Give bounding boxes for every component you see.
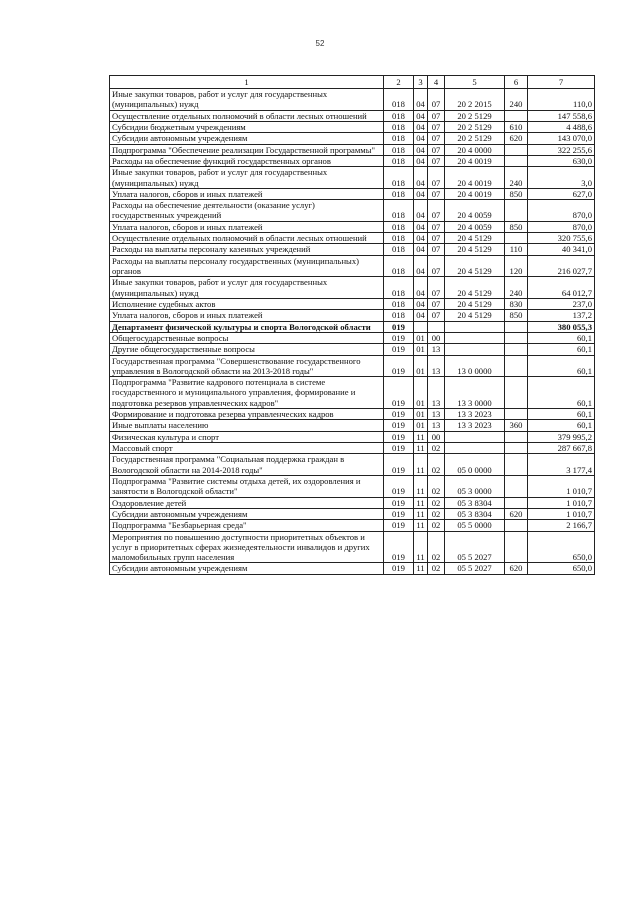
row-total: 870,0 bbox=[528, 200, 595, 222]
row-article: 20 4 0019 bbox=[445, 167, 505, 189]
table-row bbox=[110, 110, 595, 121]
row-article: 05 3 0000 bbox=[445, 475, 505, 497]
row-expense-type: 120 bbox=[505, 255, 528, 277]
row-expense-type: 620 bbox=[505, 508, 528, 519]
row-section: 04 bbox=[414, 244, 428, 255]
table-row bbox=[110, 520, 595, 531]
row-section: 04 bbox=[414, 255, 428, 277]
row-code: 019 bbox=[384, 409, 414, 420]
row-total: 630,0 bbox=[528, 155, 595, 166]
row-name: Иные закупки товаров, работ и услуг для государственных (муниципальных) нужд bbox=[110, 277, 384, 299]
row-name: Департамент физической культуры и спорта Вологодской области bbox=[110, 321, 384, 332]
row-total: 143 070,0 bbox=[528, 133, 595, 144]
row-total: 4 488,6 bbox=[528, 121, 595, 132]
table-row bbox=[110, 508, 595, 519]
table-row bbox=[110, 475, 595, 497]
row-total: 1 010,7 bbox=[528, 475, 595, 497]
row-total: 322 255,6 bbox=[528, 144, 595, 155]
row-subsection: 07 bbox=[428, 221, 445, 232]
row-total: 1 010,7 bbox=[528, 497, 595, 508]
row-subsection: 07 bbox=[428, 310, 445, 321]
row-article bbox=[445, 332, 505, 343]
table-row bbox=[110, 420, 595, 431]
header-col-6: 6 bbox=[505, 76, 528, 89]
row-article: 05 3 8304 bbox=[445, 497, 505, 508]
header-col-1: 1 bbox=[110, 76, 384, 89]
row-section: 04 bbox=[414, 298, 428, 309]
row-name: Общегосударственные вопросы bbox=[110, 332, 384, 343]
row-total: 60,1 bbox=[528, 409, 595, 420]
row-subsection: 13 bbox=[428, 409, 445, 420]
row-section: 01 bbox=[414, 344, 428, 355]
row-name: Формирование и подготовка резерва управленческих кадров bbox=[110, 409, 384, 420]
row-name: Расходы на обеспечение деятельности (оказание услуг) государственных учреждений bbox=[110, 200, 384, 222]
row-article bbox=[445, 321, 505, 332]
row-expense-type bbox=[505, 520, 528, 531]
row-subsection: 07 bbox=[428, 89, 445, 111]
row-subsection: 02 bbox=[428, 531, 445, 563]
row-name: Мероприятия по повышению доступности приоритетных объектов и услуг в приоритетных сферах жизнедеятельности инвалидов и других маломобильных групп населения bbox=[110, 531, 384, 563]
row-total: 60,1 bbox=[528, 344, 595, 355]
row-expense-type bbox=[505, 431, 528, 442]
budget-table-body bbox=[110, 76, 595, 575]
row-expense-type bbox=[505, 155, 528, 166]
row-section: 11 bbox=[414, 531, 428, 563]
row-section: 01 bbox=[414, 420, 428, 431]
row-expense-type bbox=[505, 377, 528, 409]
row-code: 019 bbox=[384, 497, 414, 508]
row-name: Уплата налогов, сборов и иных платежей bbox=[110, 310, 384, 321]
row-subsection: 13 bbox=[428, 377, 445, 409]
row-section: 04 bbox=[414, 121, 428, 132]
row-article: 05 0 0000 bbox=[445, 454, 505, 476]
table-row bbox=[110, 431, 595, 442]
row-code: 019 bbox=[384, 520, 414, 531]
row-name: Исполнение судебных актов bbox=[110, 298, 384, 309]
row-article: 20 4 5129 bbox=[445, 233, 505, 244]
row-name: Расходы на выплаты персоналу государственных (муниципальных) органов bbox=[110, 255, 384, 277]
row-name: Подпрограмма "Развитие кадрового потенциала в системе государственного и муниципального управления, формирование и подготовка резервов управленческих кадров" bbox=[110, 377, 384, 409]
row-name: Государственная программа "Социальная поддержка граждан в Вологодской области на 2014-2018 годы" bbox=[110, 454, 384, 476]
row-section: 04 bbox=[414, 188, 428, 199]
table-row bbox=[110, 144, 595, 155]
row-subsection: 00 bbox=[428, 431, 445, 442]
table-row bbox=[110, 443, 595, 454]
row-section: 01 bbox=[414, 355, 428, 377]
row-expense-type: 240 bbox=[505, 89, 528, 111]
row-total: 627,0 bbox=[528, 188, 595, 199]
row-total: 650,0 bbox=[528, 531, 595, 563]
row-expense-type bbox=[505, 531, 528, 563]
row-subsection: 07 bbox=[428, 110, 445, 121]
row-total: 40 341,0 bbox=[528, 244, 595, 255]
row-section: 11 bbox=[414, 508, 428, 519]
row-name: Расходы на обеспечение функций государственных органов bbox=[110, 155, 384, 166]
row-name: Другие общегосударственные вопросы bbox=[110, 344, 384, 355]
row-name: Государственная программа "Совершенствование государственного управления в Вологодской области на 2013-2018 годы" bbox=[110, 355, 384, 377]
row-subsection: 02 bbox=[428, 497, 445, 508]
table-row bbox=[110, 344, 595, 355]
row-article: 20 4 5129 bbox=[445, 277, 505, 299]
table-row bbox=[110, 355, 595, 377]
row-article: 20 4 0019 bbox=[445, 188, 505, 199]
row-article: 13 3 0000 bbox=[445, 377, 505, 409]
row-name: Массовый спорт bbox=[110, 443, 384, 454]
row-expense-type: 620 bbox=[505, 133, 528, 144]
row-code: 019 bbox=[384, 420, 414, 431]
row-section: 11 bbox=[414, 443, 428, 454]
row-expense-type: 360 bbox=[505, 420, 528, 431]
row-name: Осуществление отдельных полномочий в области лесных отношений bbox=[110, 233, 384, 244]
row-subsection: 07 bbox=[428, 244, 445, 255]
row-code: 018 bbox=[384, 221, 414, 232]
table-row bbox=[110, 497, 595, 508]
row-article: 20 4 0000 bbox=[445, 144, 505, 155]
row-section: 04 bbox=[414, 277, 428, 299]
row-expense-type: 850 bbox=[505, 221, 528, 232]
row-name: Подпрограмма "Обеспечение реализации Государственной программы" bbox=[110, 144, 384, 155]
row-total: 60,1 bbox=[528, 377, 595, 409]
row-subsection: 07 bbox=[428, 121, 445, 132]
row-name: Иные закупки товаров, работ и услуг для государственных (муниципальных) нужд bbox=[110, 167, 384, 189]
row-section: 11 bbox=[414, 475, 428, 497]
row-code: 018 bbox=[384, 233, 414, 244]
row-subsection: 13 bbox=[428, 355, 445, 377]
row-total: 3 177,4 bbox=[528, 454, 595, 476]
row-article bbox=[445, 443, 505, 454]
table-row bbox=[110, 332, 595, 343]
row-article bbox=[445, 431, 505, 442]
row-name: Осуществление отдельных полномочий в области лесных отношений bbox=[110, 110, 384, 121]
row-total: 2 166,7 bbox=[528, 520, 595, 531]
table-row bbox=[110, 454, 595, 476]
row-code: 019 bbox=[384, 431, 414, 442]
row-article: 13 0 0000 bbox=[445, 355, 505, 377]
row-total: 60,1 bbox=[528, 332, 595, 343]
row-total: 3,0 bbox=[528, 167, 595, 189]
row-article: 20 2 5129 bbox=[445, 133, 505, 144]
header-col-7: 7 bbox=[528, 76, 595, 89]
page-number: 52 bbox=[315, 39, 325, 48]
row-code: 018 bbox=[384, 110, 414, 121]
row-code: 018 bbox=[384, 200, 414, 222]
row-subsection: 02 bbox=[428, 563, 445, 574]
row-article: 13 3 2023 bbox=[445, 409, 505, 420]
row-code: 019 bbox=[384, 332, 414, 343]
table-row bbox=[110, 233, 595, 244]
row-name: Субсидии автономным учреждениям bbox=[110, 508, 384, 519]
row-subsection: 07 bbox=[428, 133, 445, 144]
row-subsection: 02 bbox=[428, 475, 445, 497]
row-expense-type bbox=[505, 200, 528, 222]
row-section: 04 bbox=[414, 133, 428, 144]
table-row bbox=[110, 188, 595, 199]
table-row bbox=[110, 255, 595, 277]
row-section: 04 bbox=[414, 110, 428, 121]
row-section: 01 bbox=[414, 409, 428, 420]
row-section: 04 bbox=[414, 167, 428, 189]
row-name: Подпрограмма "Безбарьерная среда" bbox=[110, 520, 384, 531]
row-code: 018 bbox=[384, 188, 414, 199]
table-row bbox=[110, 89, 595, 111]
row-expense-type bbox=[505, 497, 528, 508]
row-article: 05 3 8304 bbox=[445, 508, 505, 519]
row-code: 018 bbox=[384, 310, 414, 321]
header-col-3: 3 bbox=[414, 76, 428, 89]
row-section: 04 bbox=[414, 233, 428, 244]
row-total: 110,0 bbox=[528, 89, 595, 111]
row-expense-type: 240 bbox=[505, 167, 528, 189]
header-col-2: 2 bbox=[384, 76, 414, 89]
row-section bbox=[414, 321, 428, 332]
row-article: 05 5 0000 bbox=[445, 520, 505, 531]
table-row bbox=[110, 531, 595, 563]
table-row bbox=[110, 200, 595, 222]
row-subsection: 02 bbox=[428, 443, 445, 454]
table-row bbox=[110, 167, 595, 189]
row-subsection: 07 bbox=[428, 188, 445, 199]
row-code: 018 bbox=[384, 89, 414, 111]
row-total: 1 010,7 bbox=[528, 508, 595, 519]
row-subsection: 07 bbox=[428, 298, 445, 309]
row-total: 320 755,6 bbox=[528, 233, 595, 244]
row-code: 018 bbox=[384, 133, 414, 144]
row-name: Субсидии автономным учреждениям bbox=[110, 133, 384, 144]
row-name: Иные выплаты населению bbox=[110, 420, 384, 431]
row-article: 20 4 5129 bbox=[445, 298, 505, 309]
row-article: 05 5 2027 bbox=[445, 563, 505, 574]
row-total: 650,0 bbox=[528, 563, 595, 574]
row-name: Субсидии бюджетным учреждениям bbox=[110, 121, 384, 132]
table-row bbox=[110, 133, 595, 144]
header-col-4: 4 bbox=[428, 76, 445, 89]
row-subsection bbox=[428, 321, 445, 332]
row-section: 11 bbox=[414, 431, 428, 442]
row-name: Расходы на выплаты персоналу казенных учреждений bbox=[110, 244, 384, 255]
row-expense-type: 110 bbox=[505, 244, 528, 255]
row-code: 019 bbox=[384, 443, 414, 454]
table-row bbox=[110, 563, 595, 574]
row-total: 237,0 bbox=[528, 298, 595, 309]
row-subsection: 07 bbox=[428, 167, 445, 189]
row-expense-type bbox=[505, 344, 528, 355]
row-article: 20 4 0059 bbox=[445, 221, 505, 232]
table-row bbox=[110, 155, 595, 166]
table-row bbox=[110, 277, 595, 299]
row-code: 019 bbox=[384, 355, 414, 377]
row-article: 20 2 5129 bbox=[445, 121, 505, 132]
row-code: 019 bbox=[384, 344, 414, 355]
row-article: 20 4 0059 bbox=[445, 200, 505, 222]
row-subsection: 07 bbox=[428, 144, 445, 155]
row-article: 13 3 2023 bbox=[445, 420, 505, 431]
table-row bbox=[110, 409, 595, 420]
table-row bbox=[110, 244, 595, 255]
row-section: 04 bbox=[414, 89, 428, 111]
row-subsection: 07 bbox=[428, 155, 445, 166]
row-expense-type bbox=[505, 144, 528, 155]
row-article bbox=[445, 344, 505, 355]
row-code: 018 bbox=[384, 244, 414, 255]
row-code: 019 bbox=[384, 475, 414, 497]
row-expense-type: 850 bbox=[505, 310, 528, 321]
row-expense-type: 240 bbox=[505, 277, 528, 299]
row-total: 870,0 bbox=[528, 221, 595, 232]
row-name: Уплата налогов, сборов и иных платежей bbox=[110, 221, 384, 232]
row-code: 018 bbox=[384, 277, 414, 299]
row-section: 04 bbox=[414, 155, 428, 166]
row-article: 05 5 2027 bbox=[445, 531, 505, 563]
row-expense-type: 850 bbox=[505, 188, 528, 199]
row-section: 04 bbox=[414, 310, 428, 321]
row-expense-type bbox=[505, 454, 528, 476]
row-article: 20 2 2015 bbox=[445, 89, 505, 111]
row-section: 11 bbox=[414, 497, 428, 508]
row-code: 019 bbox=[384, 508, 414, 519]
row-code: 019 bbox=[384, 321, 414, 332]
row-total: 64 012,7 bbox=[528, 277, 595, 299]
row-subsection: 07 bbox=[428, 255, 445, 277]
row-expense-type: 610 bbox=[505, 121, 528, 132]
row-subsection: 02 bbox=[428, 454, 445, 476]
row-code: 018 bbox=[384, 121, 414, 132]
row-expense-type bbox=[505, 443, 528, 454]
row-total: 380 055,3 bbox=[528, 321, 595, 332]
row-total: 287 667,8 bbox=[528, 443, 595, 454]
row-total: 379 995,2 bbox=[528, 431, 595, 442]
row-expense-type bbox=[505, 110, 528, 121]
row-total: 216 027,7 bbox=[528, 255, 595, 277]
header-col-5: 5 bbox=[445, 76, 505, 89]
row-article: 20 4 5129 bbox=[445, 255, 505, 277]
table-row bbox=[110, 310, 595, 321]
row-expense-type bbox=[505, 233, 528, 244]
row-subsection: 07 bbox=[428, 233, 445, 244]
row-article: 20 4 5129 bbox=[445, 310, 505, 321]
table-row bbox=[110, 377, 595, 409]
row-name: Оздоровление детей bbox=[110, 497, 384, 508]
row-expense-type bbox=[505, 332, 528, 343]
row-expense-type bbox=[505, 409, 528, 420]
row-subsection: 13 bbox=[428, 344, 445, 355]
row-section: 04 bbox=[414, 221, 428, 232]
row-total: 137,2 bbox=[528, 310, 595, 321]
row-expense-type: 830 bbox=[505, 298, 528, 309]
row-section: 01 bbox=[414, 377, 428, 409]
row-subsection: 07 bbox=[428, 277, 445, 299]
row-expense-type bbox=[505, 355, 528, 377]
row-code: 018 bbox=[384, 167, 414, 189]
row-section: 11 bbox=[414, 563, 428, 574]
row-section: 04 bbox=[414, 200, 428, 222]
row-code: 019 bbox=[384, 377, 414, 409]
row-subsection: 02 bbox=[428, 520, 445, 531]
row-section: 11 bbox=[414, 520, 428, 531]
table-row bbox=[110, 221, 595, 232]
row-code: 019 bbox=[384, 531, 414, 563]
row-expense-type: 620 bbox=[505, 563, 528, 574]
row-subsection: 00 bbox=[428, 332, 445, 343]
row-code: 018 bbox=[384, 255, 414, 277]
header-row bbox=[110, 76, 595, 89]
row-section: 11 bbox=[414, 454, 428, 476]
row-name: Иные закупки товаров, работ и услуг для государственных (муниципальных) нужд bbox=[110, 89, 384, 111]
row-article: 20 2 5129 bbox=[445, 110, 505, 121]
row-section: 01 bbox=[414, 332, 428, 343]
row-subsection: 13 bbox=[428, 420, 445, 431]
row-subsection: 02 bbox=[428, 508, 445, 519]
row-section: 04 bbox=[414, 144, 428, 155]
row-expense-type bbox=[505, 475, 528, 497]
row-code: 018 bbox=[384, 144, 414, 155]
row-subsection: 07 bbox=[428, 200, 445, 222]
row-code: 019 bbox=[384, 563, 414, 574]
row-expense-type bbox=[505, 321, 528, 332]
row-article: 20 4 5129 bbox=[445, 244, 505, 255]
table-row bbox=[110, 298, 595, 309]
row-code: 019 bbox=[384, 454, 414, 476]
row-total: 147 558,6 bbox=[528, 110, 595, 121]
row-name: Физическая культура и спорт bbox=[110, 431, 384, 442]
row-code: 018 bbox=[384, 298, 414, 309]
row-article: 20 4 0019 bbox=[445, 155, 505, 166]
row-name: Подпрограмма "Развитие системы отдыха детей, их оздоровления и занятости в Вологодской области" bbox=[110, 475, 384, 497]
row-total: 60,1 bbox=[528, 420, 595, 431]
budget-table bbox=[109, 75, 595, 575]
row-total: 60,1 bbox=[528, 355, 595, 377]
row-code: 018 bbox=[384, 155, 414, 166]
row-name: Уплата налогов, сборов и иных платежей bbox=[110, 188, 384, 199]
row-name: Субсидии автономным учреждениям bbox=[110, 563, 384, 574]
table-row bbox=[110, 321, 595, 332]
table-row bbox=[110, 121, 595, 132]
